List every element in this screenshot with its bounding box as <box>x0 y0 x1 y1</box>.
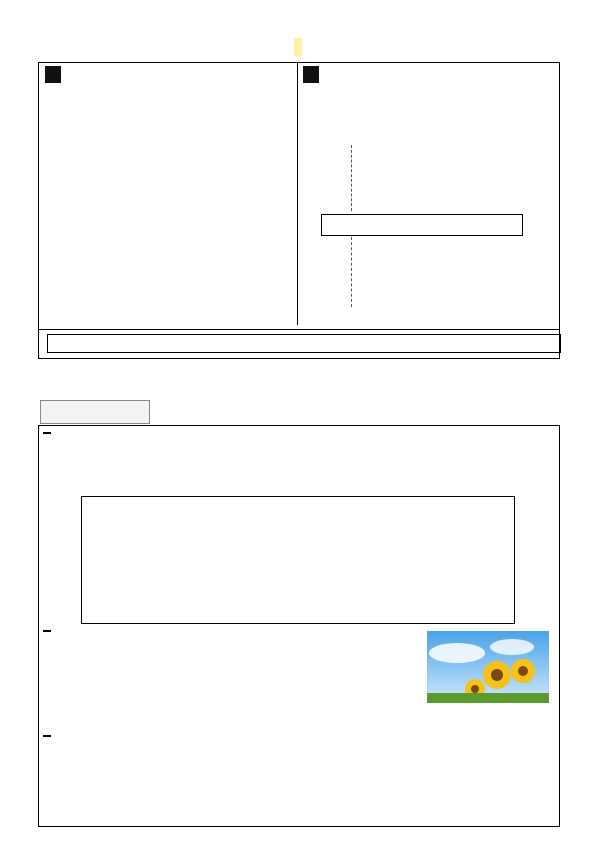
column-divider <box>297 63 298 325</box>
notice-heading <box>40 400 150 424</box>
schedule-footer <box>39 329 559 358</box>
august-range-line <box>351 145 352 211</box>
section-heading-visit <box>43 432 51 434</box>
section-heading-summer <box>43 630 51 632</box>
august-range-line <box>351 237 352 307</box>
section-heading-volunteer <box>43 735 51 737</box>
notice-box <box>38 425 560 827</box>
august-header <box>303 66 319 83</box>
closed-period-note <box>321 214 523 236</box>
nature-class-note <box>47 334 561 353</box>
page-title <box>0 38 595 56</box>
july-header <box>45 66 61 83</box>
schedule-box <box>38 62 560 359</box>
covid-precautions-box <box>81 496 515 624</box>
sunflower-illustration <box>427 631 549 703</box>
